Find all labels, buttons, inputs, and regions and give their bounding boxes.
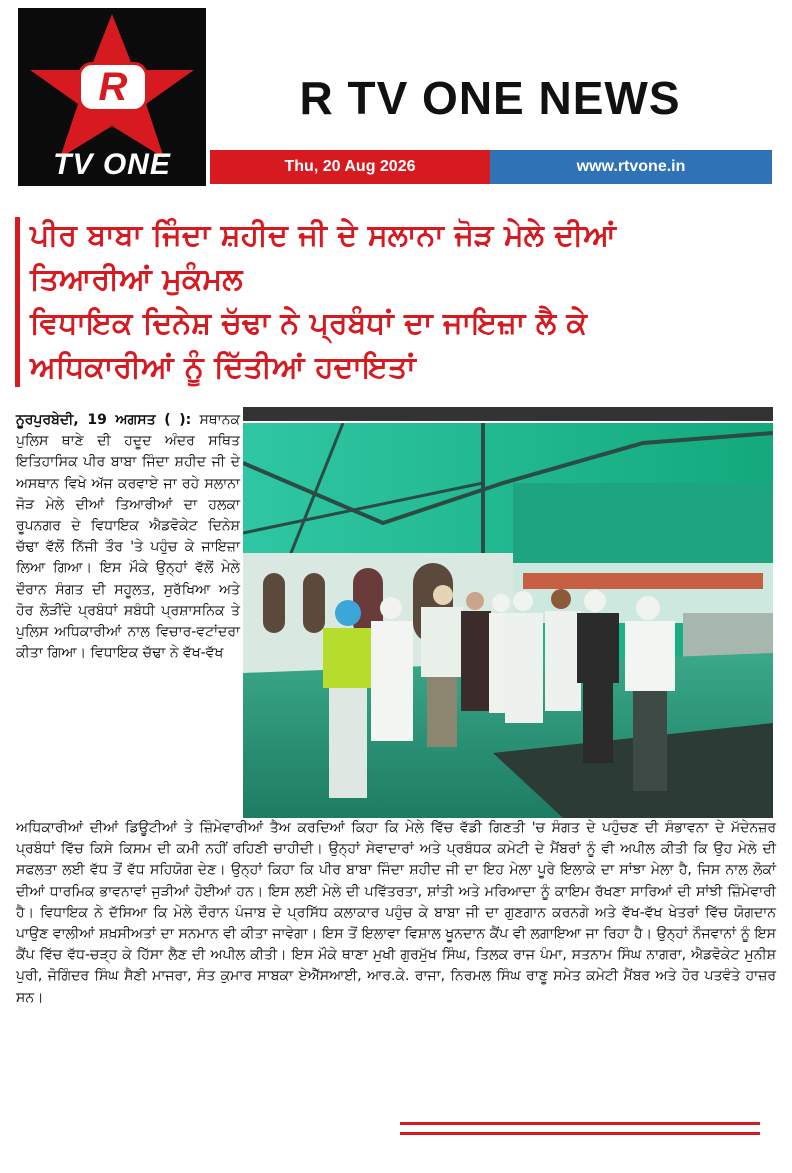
dateline: ਨੂਰਪੁਰਬੇਦੀ, 19 ਅਗਸਤ ( ):: [16, 412, 192, 428]
news-photo: [243, 423, 773, 818]
article-body: ਅਧਿਕਾਰੀਆਂ ਦੀਆਂ ਡਿਊਟੀਆਂ ਤੇ ਜ਼ਿੰਮੇਵਾਰੀਆਂ ਤੈਅ ਕਰਦਿਆਂ ਕਿਹਾ ਕਿ ਮੇਲੇ ਵਿੱਚ ਵੱਡੀ ਗਿਣਤੀ 'ਚ ਸੰਗਤ ਦੇ ਪਹੁੰਚਣ ਦੀ ਸੰਭਾਵਨਾ ਦੇ ਮੱਦੇਨਜ਼ਰ ਪ੍ਰਬੰਧਾਂ ਵਿੱਚ ਕਿਸੇ ਕਿਸਮ ਦੀ ਕਮੀ ਨਹੀਂ ਰਹਿਣੀ ਚਾਹੀਦੀ। ਉਨ੍ਹਾਂ ਸੇਵਾਦਾਰਾਂ ਅਤੇ ਪ੍ਰਬੰਧਕ ਕਮੇਟੀ ਦੇ ਮੈਂਬਰਾਂ ਨੂੰ ਵੀ ਅਪੀਲ ਕੀਤੀ ਕਿ ਉਹ ਮੇਲੇ ਦੀ ਸਫਲਤਾ ਲਈ ਵੱਧ ਤੋਂ ਵੱਧ ਸਹਿਯੋਗ ਦੇਣ। ਉਨ੍ਹਾਂ ਕਿਹਾ ਕਿ ਪੀਰ ਬਾਬਾ ਜਿੰਦਾ ਸ਼ਹੀਦ ਜੀ ਦਾ ਇਹ ਮੇਲਾ ਪੂਰੇ ਇਲਾਕੇ ਦਾ ਸਾਂਝਾ ਮੇਲਾ ਹੈ, ਜਿਸ ਨਾਲ ਲੋਕਾਂ ਦੀਆਂ ਧਾਰਮਿਕ ਭਾਵਨਾਵਾਂ ਜੁੜੀਆਂ ਹੋਈਆਂ ਹਨ। ਇਸ ਲਈ ਮੇਲੇ ਦੀ ਪਵਿੱਤਰਤਾ, ਸ਼ਾਂਤੀ ਅਤੇ ਮਰਿਆਦਾ ਨੂੰ ਕਾਇਮ ਰੱਖਣਾ ਸਾਰਿਆਂ ਦੀ ਸਾਂਝੀ ਜ਼ਿੰਮੇਵਾਰੀ ਹੈ। ਵਿਧਾਇਕ ਨੇ ਦੱਸਿਆ ਕਿ ਮੇਲੇ ਦੌਰਾਨ ਪੰਜਾਬ ਦੇ ਪ੍ਰਸਿੱਧ ਕਲਾਕਾਰ ਪਹੁੰਚ ਕੇ ਬਾਬਾ ਜੀ ਦਾ ਗੁਣਗਾਨ ਕਰਨਗੇ ਅਤੇ ਵੱਖ-ਵੱਖ ਖੇਤਰਾਂ ਵਿੱਚ ਯੋਗਦਾਨ ਪਾਉਣ ਵਾਲੀਆਂ ਸ਼ਖ਼ਸੀਅਤਾਂ ਦਾ ਸਨਮਾਨ ਵੀ ਕੀਤਾ ਜਾਵੇਗਾ। ਇਸ ਤੋਂ ਇਲਾਵਾ ਵਿਸ਼ਾਲ ਖੂਨਦਾਨ ਕੈਂਪ ਵੀ ਲਗਾਇਆ ਜਾ ਰਿਹਾ ਹੈ। ਉਨ੍ਹਾਂ ਨੌਜਵਾਨਾਂ ਨੂੰ ਇਸ ਕੈਂਪ ਵਿੱਚ ਵੱਧ-ਚੜ੍ਹ ਕੇ ਹਿੱਸਾ ਲੈਣ ਦੀ ਅਪੀਲ ਕੀਤੀ। ਇਸ ਮੌਕੇ ਥਾਣਾ ਮੁਖੀ ਗੁਰਮੁੱਖ ਸਿੰਘ, ਤਿਲਕ ਰਾਜ ਪੰਮਾ, ਸਤਨਾਮ ਸਿੰਘ ਨਾਗਰਾ, ਐਡਵੋਕੇਟ ਮੁਨੀਸ਼ ਪੁਰੀ, ਜੋਗਿੰਦਰ ਸਿੰਘ ਸੈਣੀ ਮਾਜਰਾ, ਸੰਤ ਕੁਮਾਰ ਸਾਬਕਾ ਏਐੱਸਆਈ, ਆਰ.ਕੇ. ਰਾਜਾ, ਨਿਰਮਲ ਸਿੰਘ ਰਾਣੂ ਸਮੇਤ ਕਮੇਟੀ ਮੈਂਬਰ ਅਤੇ ਹੋਰ ਪਤਵੰਤੇ ਹਾਜ਼ਰ ਸਨ।: [16, 820, 776, 1006]
headline-line: ਅਧਿਕਾਰੀਆਂ ਨੂੰ ਦਿੱਤੀਆਂ ਹਦਾਇਤਾਂ: [30, 350, 416, 385]
headline-line: ਵਿਧਾਇਕ ਦਿਨੇਸ਼ ਚੱਢਾ ਨੇ ਪ੍ਰਬੰਧਾਂ ਦਾ ਜਾਇਜ਼ਾ ਲੈ ਕੇ: [30, 306, 588, 341]
headline: [30, 214, 770, 390]
issue-date: Thu, 20 Aug 2026: [210, 150, 490, 184]
headline-accent-rule: [15, 217, 20, 387]
footer-rule: [400, 1122, 760, 1125]
headline-line: ਤਿਆਰੀਆਂ ਮੁਕੰਮਲ: [30, 262, 243, 297]
logo: [18, 8, 206, 186]
logo-letter: R: [78, 62, 148, 112]
article-column-text: ਸਥਾਨਕ ਪੁਲਿਸ ਥਾਣੇ ਦੀ ਹਦੂਦ ਅੰਦਰ ਸਥਿਤ ਇਤਿਹਾਸਿਕ ਪੀਰ ਬਾਬਾ ਜਿੰਦਾ ਸ਼ਹੀਦ ਜੀ ਦੇ ਅਸਥਾਨ ਵਿਖੇ ਅੱਜ ਕਰਵਾਏ ਜਾ ਰਹੇ ਸਲਾਨਾ ਜੋੜ ਮੇਲੇ ਦੀਆਂ ਤਿਆਰੀਆਂ ਦਾ ਹਲਕਾ ਰੂਪਨਗਰ ਦੇ ਵਿਧਾਇਕ ਐਡਵੋਕੇਟ ਦਿਨੇਸ਼ ਚੱਢਾ ਵੱਲੋਂ ਨਿੱਜੀ ਤੌਰ 'ਤੇ ਪਹੁੰਚ ਕੇ ਜਾਇਜ਼ਾ ਲਿਆ ਗਿਆ। ਇਸ ਮੌਕੇ ਉਨ੍ਹਾਂ ਵੱਲੋਂ ਮੇਲੇ ਦੌਰਾਨ ਸੰਗਤ ਦੀ ਸਹੂਲਤ, ਸੁਰੱਖਿਆ ਅਤੇ ਹੋਰ ਲੋੜੀਂਦੇ ਪ੍ਰਬੰਧਾਂ ਸਬੰਧੀ ਪ੍ਰਸ਼ਾਸਨਿਕ ਤੇ ਪੁਲਿਸ ਅਧਿਕਾਰੀਆਂ ਨਾਲ ਵਿਚਾਰ-ਵਟਾਂਦਰਾ ਕੀਤਾ ਗਿਆ। ਵਿਧਾਇਕ ਚੱਢਾ ਨੇ ਵੱਖ-ਵੱਖ: [16, 412, 240, 662]
article-column: [16, 410, 240, 664]
footer-rule: [400, 1132, 760, 1135]
logo-text: TV ONE: [53, 148, 171, 181]
website-link[interactable]: www.rtvone.in: [490, 150, 772, 184]
photo-top-bar: [243, 407, 773, 421]
brand-title: R TV ONE NEWS: [299, 72, 681, 124]
headline-line: ਪੀਰ ਬਾਬਾ ਜਿੰਦਾ ਸ਼ਹੀਦ ਜੀ ਦੇ ਸਲਾਨਾ ਜੋੜ ਮੇਲੇ ਦੀਆਂ: [30, 218, 617, 253]
